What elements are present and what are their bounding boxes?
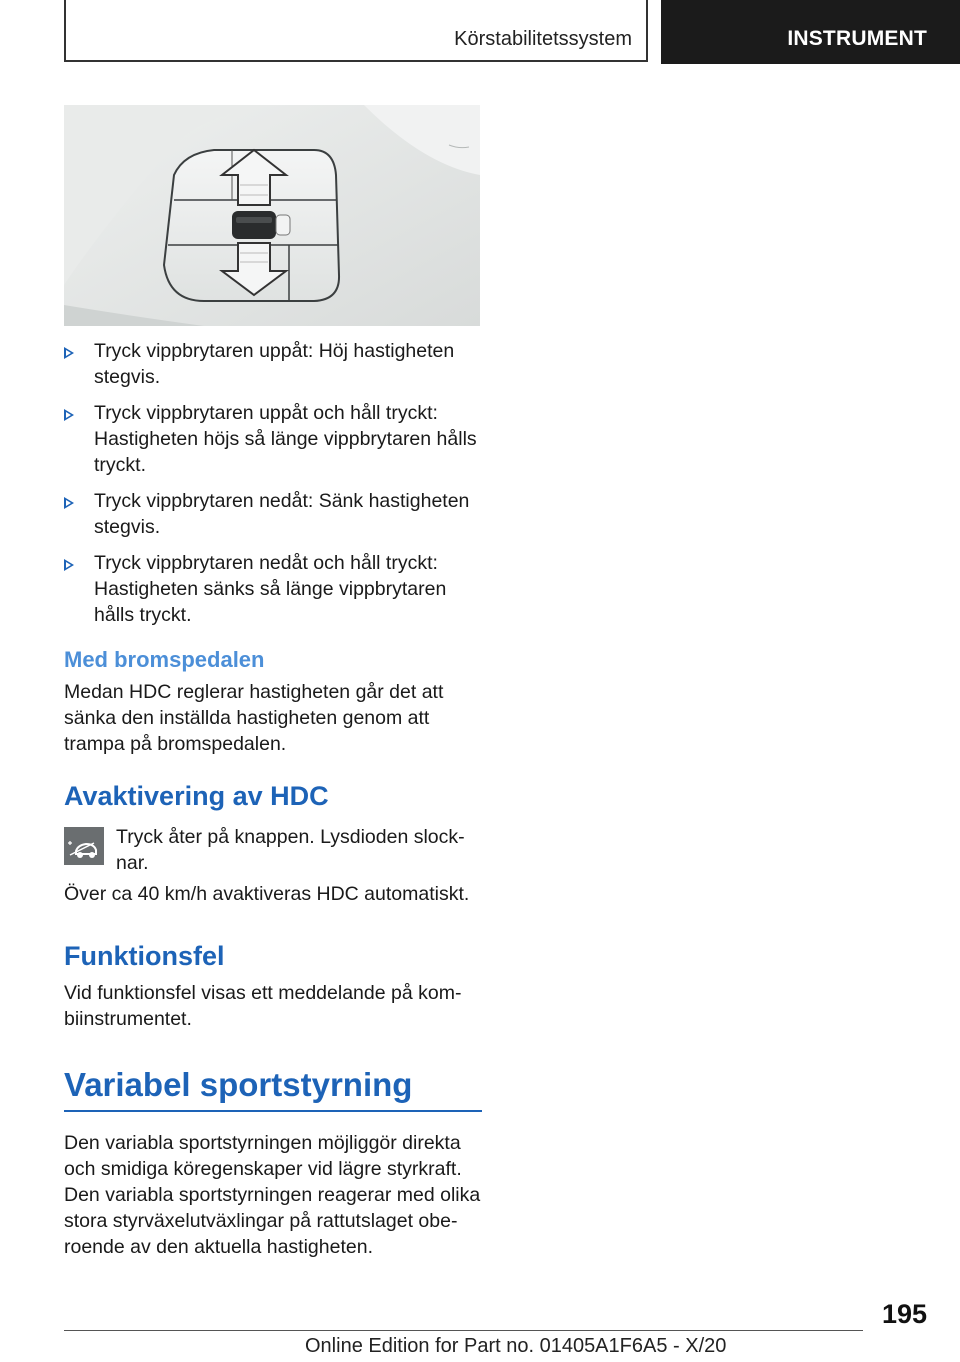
list-item xyxy=(64,338,482,390)
fault-heading: Funktionsfel xyxy=(64,941,225,971)
fault-section xyxy=(64,941,482,1032)
bullet-triangle-icon xyxy=(64,559,74,571)
steering-text: Den variabla sportstyrningen möjliggör direkta och smidiga köregenskaper vid lägre styrkraft. Den variabla sportstyrningen reagerar med olika stora styrväxelutväxlingar på rattutslaget oberoende av den aktuella hastigheten. xyxy=(64,1132,481,1258)
page-number: 195 xyxy=(881,1299,927,1329)
deactivate-heading: Avaktivering av HDC xyxy=(64,781,329,811)
steering-heading: Variabel sportstyrning xyxy=(64,1066,413,1103)
section-title: Körstabilitetssystem xyxy=(454,28,632,50)
deactivate-section xyxy=(64,781,482,812)
bullet-triangle-icon xyxy=(64,497,74,509)
footer-rule xyxy=(64,1330,863,1331)
heading-rule xyxy=(64,1110,482,1112)
bullet-triangle-icon xyxy=(64,347,74,359)
edition-text: Online Edition for Part no. 01405A1F6A5 - X/20 xyxy=(305,1335,727,1357)
deactivate-icon-text-block xyxy=(116,824,482,876)
list-item-text: Tryck vippbrytaren nedåt och håll tryckt: Hastigheten sänks så länge vippbrytaren hålls tryckt. xyxy=(94,552,447,626)
steering-wheel-illustration xyxy=(64,105,480,326)
brake-heading: Med bromspedalen xyxy=(64,647,265,672)
hdc-button-icon xyxy=(64,827,104,865)
list-item-text: Tryck vippbrytaren uppåt: Höj hastigheten stegvis. xyxy=(94,340,455,388)
deactivate-icon-text: Tryck åter på knappen. Lysdioden slocknar. xyxy=(116,826,465,874)
steering-section xyxy=(64,1066,482,1104)
deactivate-note xyxy=(64,881,482,907)
list-item-text: Tryck vippbrytaren nedåt: Sänk hastigheten stegvis. xyxy=(94,490,470,538)
list-item xyxy=(64,550,482,628)
list-item xyxy=(64,488,482,540)
brake-text: Medan HDC reglerar hastigheten går det att sänka den inställda hastigheten genom att trampa på bromspedalen. xyxy=(64,681,444,755)
chapter-title: INSTRUMENT xyxy=(787,27,927,50)
fault-text: Vid funktionsfel visas ett meddelande på kombiinstrumentet. xyxy=(64,982,462,1030)
brake-section xyxy=(64,647,482,757)
header-chapter-tab xyxy=(661,0,960,64)
deactivate-text: Över ca 40 km/h avaktiveras HDC automatiskt. xyxy=(64,883,470,905)
header-section-tab xyxy=(64,0,648,62)
bullet-triangle-icon xyxy=(64,409,74,421)
list-item-text: Tryck vippbrytaren uppåt och håll tryckt: Hastigheten höjs så länge vippbrytaren hålls tryckt. xyxy=(94,402,477,476)
steering-wheel-rocker-switch-image xyxy=(64,105,480,326)
steering-body xyxy=(64,1130,482,1260)
instruction-list xyxy=(64,338,482,638)
list-item xyxy=(64,400,482,478)
